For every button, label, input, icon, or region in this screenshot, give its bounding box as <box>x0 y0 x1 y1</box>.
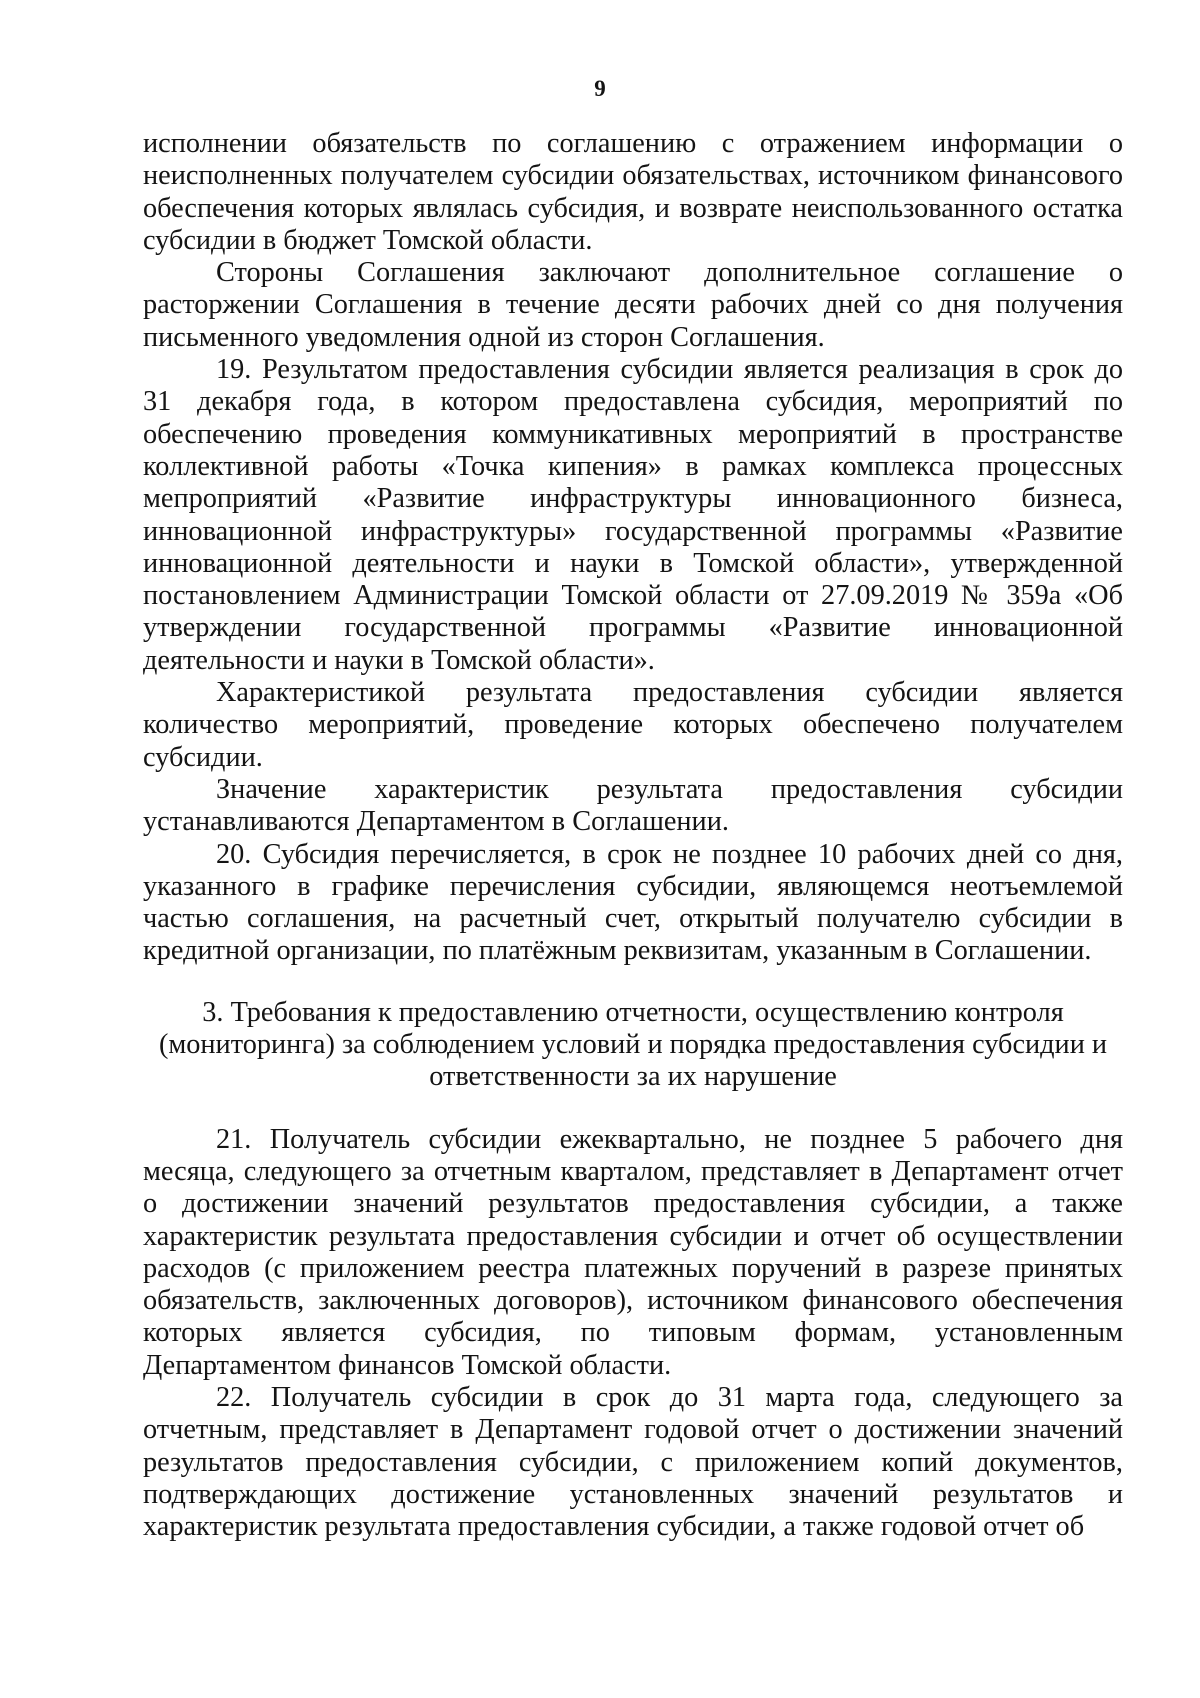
paragraph-22: 22. Получатель субсидии в срок до 31 марта года, следующего за отчетным, представляет в Департамент годовой отчет о достижении значений результатов предоставления субсидии, с приложением копий документов, подтверждающих достижение установленных значений результатов и характеристик результата предоставления субсидии, а также годовой отчет об <box>143 1381 1123 1543</box>
section-spacer-bottom <box>143 1094 1123 1124</box>
page-number: 9 <box>594 76 606 101</box>
paragraph-21: 21. Получатель субсидии ежеквартально, не позднее 5 рабочего дня месяца, следующего за отчетным кварталом, представляет в Департамент отчет о достижении значений результатов предоставления субсидии, а также характеристик результата предоставления субсидии и отчет об осуществлении расходов (с приложением реестра платежных поручений в разрезе принятых обязательств, заключенных договоров), источником финансового обеспечения которых является субсидия, по типовым формам, установленным Департаментом финансов Томской области. <box>143 1123 1123 1381</box>
paragraph-19: 19. Результатом предоставления субсидии является реализация в срок до 31 декабря года, в котором предоставлена субсидия, мероприятий по обеспечению проведения коммуникативных мероприятий в пространстве коллективной работы «Точка кипения» в рамках комплекса процессных мепроприятий «Развитие инфраструктуры инновационного бизнеса, инновационной инфраструктуры» государственной программы «Развитие инновационной деятельности и науки в Томской области», утвержденной постановлением Администрации Томской области от 27.09.2019 № 359а «Об утверждении государственной программы «Развитие инновационной деятельности и науки в Томской области». <box>143 354 1123 676</box>
section-heading: 3. Требования к предоставлению отчетности, осуществлению контроля (мониторинга) за соблюдением условий и порядка предоставления субсидии и ответственности за их нарушение <box>158 996 1108 1093</box>
paragraph-20: 20. Субсидия перечисляется, в срок не позднее 10 рабочих дней со дня, указанного в графике перечисления субсидии, являющемся неотъемлемой частью соглашения, на расчетный счет, открытый получателю субсидии в кредитной организации, по платёжным реквизитам, указанным в Соглашении. <box>143 838 1123 967</box>
paragraph-termination: Стороны Соглашения заключают дополнительное соглашение о расторжении Соглашения в течение десяти рабочих дней со дня получения письменного уведомления одной из сторон Соглашения. <box>143 257 1123 353</box>
section-spacer-top <box>143 968 1123 997</box>
paragraph-result-characteristic: Характеристикой результата предоставления субсидии является количество мероприятий, проведение которых обеспечено получателем субсидии. <box>143 677 1123 773</box>
paragraph-continuation: исполнении обязательств по соглашению с отражением информации о неисполненных получателем субсидии обязательствах, источником финансового обеспечения которых являлась субсидия, и возврате неиспользованного остатка субсидии в бюджет Томской области. <box>143 128 1123 256</box>
document-body <box>143 128 1123 1543</box>
paragraph-characteristic-values: Значение характеристик результата предоставления субсидии устанавливаются Департаментом в Соглашении. <box>143 773 1123 838</box>
